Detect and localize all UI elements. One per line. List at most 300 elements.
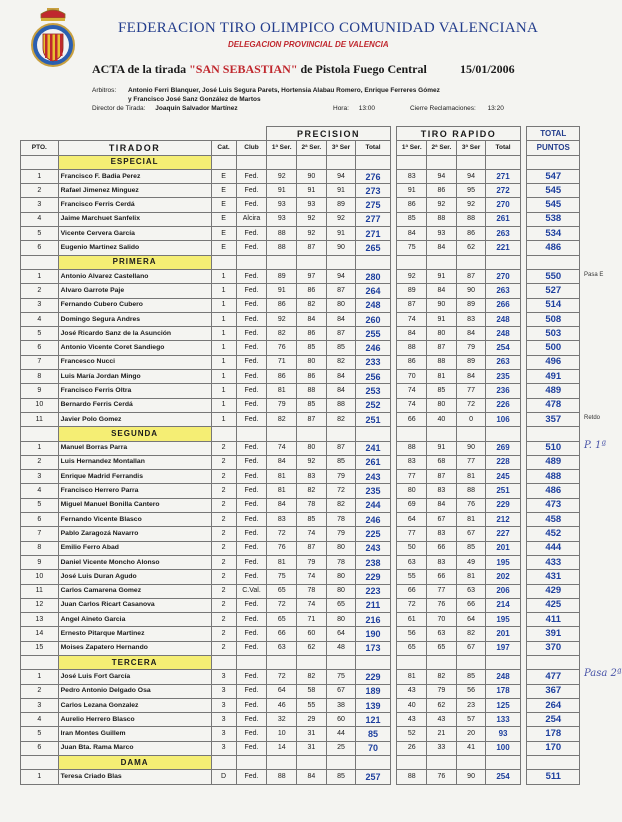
precision-total: 273 bbox=[356, 184, 390, 198]
rank-cell: 9 bbox=[21, 384, 59, 398]
rapid-series-1: 92 bbox=[397, 269, 427, 283]
precision-series-1: 93 bbox=[267, 198, 297, 212]
precision-series-2: 84 bbox=[297, 312, 327, 326]
category-cell: 1 bbox=[211, 355, 236, 369]
rapid-total: 212 bbox=[486, 513, 520, 527]
club-cell: Fed. bbox=[236, 770, 267, 784]
category-cell: 2 bbox=[211, 555, 236, 569]
precision-total: 241 bbox=[356, 441, 390, 455]
rapid-series-3: 81 bbox=[456, 470, 486, 484]
arbitros-line2 bbox=[128, 96, 261, 103]
category-cell: 2 bbox=[211, 513, 236, 527]
total-points: 538 bbox=[527, 212, 580, 226]
director-label: Director de Tirada: bbox=[92, 105, 146, 112]
column-gap bbox=[390, 727, 397, 741]
rapid-series-1: 91 bbox=[397, 184, 427, 198]
category-cell: 2 bbox=[211, 613, 236, 627]
precision-series-1: 74 bbox=[267, 441, 297, 455]
column-gap bbox=[390, 698, 397, 712]
total-points: 429 bbox=[527, 584, 580, 598]
rapid-series-2: 76 bbox=[427, 770, 457, 784]
category-blank bbox=[456, 756, 486, 770]
table-row bbox=[21, 298, 580, 312]
col-s1: 1ª Ser. bbox=[267, 141, 297, 155]
column-gap bbox=[390, 455, 397, 469]
rapid-series-3: 77 bbox=[456, 384, 486, 398]
rapid-series-3: 84 bbox=[456, 327, 486, 341]
col-pto: PTO. bbox=[21, 141, 59, 155]
table-row bbox=[21, 398, 580, 412]
acta-prefix: ACTA de la tirada bbox=[92, 62, 187, 76]
category-blank bbox=[456, 427, 486, 441]
shooter-name: Moises Zapatero Hernando bbox=[58, 641, 211, 655]
column-gap bbox=[390, 198, 397, 212]
column-gap bbox=[390, 684, 397, 698]
category-blank bbox=[211, 255, 236, 269]
rapid-series-2: 84 bbox=[427, 284, 457, 298]
table-row bbox=[21, 184, 580, 198]
precision-series-3: 91 bbox=[326, 227, 356, 241]
federation-title: FEDERACION TIRO OLIMPICO COMUNIDAD VALENCIANA bbox=[118, 20, 539, 36]
precision-series-2: 83 bbox=[297, 470, 327, 484]
rapid-series-1: 88 bbox=[397, 770, 427, 784]
precision-total: 243 bbox=[356, 470, 390, 484]
rapid-series-3: 0 bbox=[456, 412, 486, 426]
total-points: 496 bbox=[527, 355, 580, 369]
column-gap bbox=[520, 470, 527, 484]
category-blank bbox=[211, 155, 236, 169]
category-cell: 2 bbox=[211, 627, 236, 641]
column-gap bbox=[390, 641, 397, 655]
precision-series-2: 85 bbox=[297, 398, 327, 412]
rank-cell: 4 bbox=[21, 312, 59, 326]
rapid-series-2: 66 bbox=[427, 570, 457, 584]
rank-cell: 12 bbox=[21, 598, 59, 612]
rapid-series-1: 77 bbox=[397, 470, 427, 484]
column-gap bbox=[390, 184, 397, 198]
category-cell: 1 bbox=[211, 384, 236, 398]
column-gap bbox=[520, 155, 527, 169]
category-label: TERCERA bbox=[58, 655, 211, 669]
club-cell: Fed. bbox=[236, 398, 267, 412]
rapid-series-2: 88 bbox=[427, 212, 457, 226]
category-blank bbox=[397, 655, 427, 669]
rank-cell: 11 bbox=[21, 584, 59, 598]
column-gap bbox=[390, 527, 397, 541]
rapid-series-1: 43 bbox=[397, 684, 427, 698]
hora-label: Hora: bbox=[333, 105, 349, 112]
column-gap bbox=[390, 355, 397, 369]
rapid-series-3: 64 bbox=[456, 613, 486, 627]
precision-series-3: 92 bbox=[326, 212, 356, 226]
category-blank bbox=[297, 756, 327, 770]
precision-series-2: 29 bbox=[297, 713, 327, 727]
rapid-series-3: 20 bbox=[456, 727, 486, 741]
category-cell: 1 bbox=[211, 269, 236, 283]
category-cell: 3 bbox=[211, 741, 236, 755]
club-cell: Fed. bbox=[236, 227, 267, 241]
rank-cell: 8 bbox=[21, 541, 59, 555]
rapid-series-1: 40 bbox=[397, 698, 427, 712]
precision-series-1: 81 bbox=[267, 470, 297, 484]
rapid-series-3: 72 bbox=[456, 398, 486, 412]
category-blank bbox=[486, 655, 520, 669]
total-points: 411 bbox=[527, 613, 580, 627]
column-gap bbox=[520, 527, 527, 541]
precision-series-2: 80 bbox=[297, 441, 327, 455]
column-gap bbox=[520, 198, 527, 212]
rapid-total: 195 bbox=[486, 555, 520, 569]
category-cell: 2 bbox=[211, 641, 236, 655]
column-gap bbox=[390, 298, 397, 312]
column-gap bbox=[520, 584, 527, 598]
shooter-name: José Luis Duran Agudo bbox=[58, 570, 211, 584]
director-name: Joaquín Salvador Martínez bbox=[155, 105, 238, 112]
total-points: 527 bbox=[527, 284, 580, 298]
rapid-series-3: 83 bbox=[456, 312, 486, 326]
rank-cell: 4 bbox=[21, 713, 59, 727]
rank-cell: 14 bbox=[21, 627, 59, 641]
rapid-series-3: 90 bbox=[456, 770, 486, 784]
table-row bbox=[21, 741, 580, 755]
total-points: 489 bbox=[527, 455, 580, 469]
precision-series-2: 91 bbox=[297, 184, 327, 198]
table-row bbox=[21, 169, 580, 183]
col-tirador: TIRADOR bbox=[58, 141, 211, 155]
rank-cell: 1 bbox=[21, 169, 59, 183]
total-points: 545 bbox=[527, 198, 580, 212]
rapid-series-1: 85 bbox=[397, 212, 427, 226]
club-cell: Fed. bbox=[236, 241, 267, 255]
precision-series-2: 79 bbox=[297, 555, 327, 569]
precision-series-3: 78 bbox=[326, 513, 356, 527]
club-cell: Fed. bbox=[236, 355, 267, 369]
category-blank bbox=[326, 655, 356, 669]
column-gap bbox=[520, 455, 527, 469]
total-header-1: TOTAL bbox=[527, 127, 580, 141]
col-s2: 2ª Ser. bbox=[297, 141, 327, 155]
shooter-name: Pablo Zaragozá Navarro bbox=[58, 527, 211, 541]
rank-cell: 3 bbox=[21, 298, 59, 312]
total-points: 488 bbox=[527, 470, 580, 484]
rapid-series-3: 86 bbox=[456, 227, 486, 241]
category-blank bbox=[236, 427, 267, 441]
shooter-name: Francisco Herrero Parra bbox=[58, 484, 211, 498]
category-blank bbox=[427, 756, 457, 770]
precision-series-3: 82 bbox=[326, 355, 356, 369]
column-gap bbox=[390, 212, 397, 226]
rapid-series-2: 40 bbox=[427, 412, 457, 426]
precision-series-1: 76 bbox=[267, 341, 297, 355]
rapid-series-1: 88 bbox=[397, 441, 427, 455]
shooter-name: Manuel Borras Parra bbox=[58, 441, 211, 455]
rapid-total: 221 bbox=[486, 241, 520, 255]
category-cell: E bbox=[211, 241, 236, 255]
rapid-series-1: 64 bbox=[397, 513, 427, 527]
category-blank bbox=[297, 427, 327, 441]
precision-total: 244 bbox=[356, 498, 390, 512]
category-blank bbox=[397, 756, 427, 770]
column-gap bbox=[520, 684, 527, 698]
shooter-name: Ernesto Pitarque Martinez bbox=[58, 627, 211, 641]
category-blank bbox=[21, 155, 59, 169]
category-blank bbox=[297, 155, 327, 169]
category-blank bbox=[211, 756, 236, 770]
column-gap bbox=[390, 770, 397, 784]
precision-total: 139 bbox=[356, 698, 390, 712]
rapid-series-1: 63 bbox=[397, 555, 427, 569]
club-cell: Fed. bbox=[236, 727, 267, 741]
column-gap bbox=[520, 756, 527, 770]
rapid-total: 133 bbox=[486, 713, 520, 727]
column-gap bbox=[520, 427, 527, 441]
total-points: 170 bbox=[527, 741, 580, 755]
column-gap bbox=[390, 255, 397, 269]
category-blank bbox=[527, 756, 580, 770]
column-gap bbox=[520, 627, 527, 641]
category-blank bbox=[267, 427, 297, 441]
category-blank bbox=[456, 655, 486, 669]
column-gap bbox=[390, 370, 397, 384]
precision-total: 189 bbox=[356, 684, 390, 698]
category-blank bbox=[21, 655, 59, 669]
rank-cell: 5 bbox=[21, 327, 59, 341]
precision-series-3: 79 bbox=[326, 527, 356, 541]
rapid-series-2: 83 bbox=[427, 555, 457, 569]
precision-series-2: 71 bbox=[297, 613, 327, 627]
column-gap bbox=[520, 513, 527, 527]
total-points: 431 bbox=[527, 570, 580, 584]
precision-series-1: 84 bbox=[267, 455, 297, 469]
total-points: 178 bbox=[527, 727, 580, 741]
rapid-series-2: 91 bbox=[427, 312, 457, 326]
precision-series-3: 48 bbox=[326, 641, 356, 655]
column-gap bbox=[520, 727, 527, 741]
club-cell: Fed. bbox=[236, 684, 267, 698]
rapid-series-1: 86 bbox=[397, 355, 427, 369]
category-cell: 3 bbox=[211, 713, 236, 727]
arbitros-names-2: y Francisco José Sanz González de Martos bbox=[128, 96, 261, 103]
precision-total: 225 bbox=[356, 527, 390, 541]
club-cell: Fed. bbox=[236, 698, 267, 712]
rapid-series-2: 68 bbox=[427, 455, 457, 469]
column-gap bbox=[520, 555, 527, 569]
precision-series-3: 80 bbox=[326, 541, 356, 555]
table-row bbox=[21, 770, 580, 784]
rank-cell: 13 bbox=[21, 613, 59, 627]
col-s3: 3ª Ser bbox=[326, 141, 356, 155]
shooter-name: Fernando Vicente Blasco bbox=[58, 513, 211, 527]
category-cell: 3 bbox=[211, 684, 236, 698]
category-label: SEGUNDA bbox=[58, 427, 211, 441]
club-cell: Fed. bbox=[236, 541, 267, 555]
shooter-name: Fernando Cubero Cubero bbox=[58, 298, 211, 312]
rapid-series-2: 90 bbox=[427, 298, 457, 312]
total-points: 367 bbox=[527, 684, 580, 698]
category-cell: 2 bbox=[211, 584, 236, 598]
precision-series-2: 87 bbox=[297, 541, 327, 555]
total-points: 444 bbox=[527, 541, 580, 555]
total-points: 511 bbox=[527, 770, 580, 784]
total-points: 425 bbox=[527, 598, 580, 612]
shooter-name: Vicente Cervera García bbox=[58, 227, 211, 241]
column-gap bbox=[520, 655, 527, 669]
rapid-total: 270 bbox=[486, 269, 520, 283]
table-row bbox=[21, 598, 580, 612]
column-gap bbox=[390, 284, 397, 298]
category-blank bbox=[326, 255, 356, 269]
precision-series-1: 10 bbox=[267, 727, 297, 741]
category-blank bbox=[356, 427, 390, 441]
precision-total: 173 bbox=[356, 641, 390, 655]
rank-cell: 2 bbox=[21, 284, 59, 298]
column-gap bbox=[520, 641, 527, 655]
rapid-total: 197 bbox=[486, 641, 520, 655]
column-gap bbox=[520, 398, 527, 412]
total-points: 452 bbox=[527, 527, 580, 541]
rapid-series-3: 90 bbox=[456, 441, 486, 455]
precision-series-3: 60 bbox=[326, 713, 356, 727]
category-label: ESPECIAL bbox=[58, 155, 211, 169]
shooter-name: Antonio Alvarez Castellano bbox=[58, 269, 211, 283]
precision-series-3: 78 bbox=[326, 555, 356, 569]
rapid-series-2: 94 bbox=[427, 169, 457, 183]
column-gap bbox=[520, 613, 527, 627]
precision-series-2: 84 bbox=[297, 770, 327, 784]
table-row bbox=[21, 555, 580, 569]
rapid-total: 236 bbox=[486, 384, 520, 398]
rapid-series-2: 21 bbox=[427, 727, 457, 741]
precision-series-3: 84 bbox=[326, 370, 356, 384]
table-row bbox=[21, 384, 580, 398]
rank-cell: 2 bbox=[21, 455, 59, 469]
rapid-series-2: 88 bbox=[427, 355, 457, 369]
rank-cell: 9 bbox=[21, 555, 59, 569]
precision-series-3: 65 bbox=[326, 598, 356, 612]
table-row bbox=[21, 241, 580, 255]
precision-series-1: 81 bbox=[267, 484, 297, 498]
rapid-series-1: 75 bbox=[397, 241, 427, 255]
category-blank bbox=[356, 756, 390, 770]
precision-series-3: 80 bbox=[326, 570, 356, 584]
rapid-series-1: 84 bbox=[397, 327, 427, 341]
precision-series-1: 91 bbox=[267, 284, 297, 298]
rapid-series-2: 80 bbox=[427, 398, 457, 412]
rapid-series-3: 67 bbox=[456, 527, 486, 541]
table-row bbox=[21, 370, 580, 384]
rapid-total: 178 bbox=[486, 684, 520, 698]
shooter-name: Francisco F. Badia Perez bbox=[58, 169, 211, 183]
precision-series-2: 93 bbox=[297, 198, 327, 212]
precision-series-3: 94 bbox=[326, 269, 356, 283]
category-cell: 3 bbox=[211, 727, 236, 741]
club-cell: Fed. bbox=[236, 741, 267, 755]
rapid-series-3: 90 bbox=[456, 284, 486, 298]
club-cell: Fed. bbox=[236, 570, 267, 584]
rapid-series-3: 77 bbox=[456, 455, 486, 469]
rank-cell: 3 bbox=[21, 698, 59, 712]
precision-series-2: 92 bbox=[297, 212, 327, 226]
column-gap bbox=[520, 370, 527, 384]
column-gap bbox=[520, 670, 527, 684]
category-blank bbox=[211, 427, 236, 441]
rapid-series-3: 41 bbox=[456, 741, 486, 755]
rapid-series-3: 85 bbox=[456, 670, 486, 684]
column-gap bbox=[390, 713, 397, 727]
total-header-2: PUNTOS bbox=[527, 141, 580, 155]
rapid-series-2: 65 bbox=[427, 641, 457, 655]
precision-total: 229 bbox=[356, 570, 390, 584]
precision-series-3: 64 bbox=[326, 627, 356, 641]
rapid-series-1: 52 bbox=[397, 727, 427, 741]
total-points: 477 bbox=[527, 670, 580, 684]
total-points: 503 bbox=[527, 327, 580, 341]
column-gap bbox=[390, 384, 397, 398]
total-points: 486 bbox=[527, 241, 580, 255]
shooter-name: Alvaro Garrote Paje bbox=[58, 284, 211, 298]
category-cell: E bbox=[211, 169, 236, 183]
rapid-series-2: 82 bbox=[427, 670, 457, 684]
total-points: 486 bbox=[527, 484, 580, 498]
category-blank bbox=[236, 756, 267, 770]
federation-crest-icon bbox=[28, 8, 78, 70]
precision-series-3: 84 bbox=[326, 312, 356, 326]
column-gap bbox=[390, 756, 397, 770]
rapid-series-2: 62 bbox=[427, 698, 457, 712]
shooter-name: Luis Hernandez Montallan bbox=[58, 455, 211, 469]
rapid-series-3: 81 bbox=[456, 570, 486, 584]
rapid-series-3: 94 bbox=[456, 169, 486, 183]
total-points: 254 bbox=[527, 713, 580, 727]
category-blank bbox=[427, 427, 457, 441]
table-row bbox=[21, 584, 580, 598]
column-gap bbox=[520, 698, 527, 712]
precision-series-1: 32 bbox=[267, 713, 297, 727]
category-row bbox=[21, 255, 580, 269]
club-cell: Fed. bbox=[236, 298, 267, 312]
column-gap bbox=[520, 169, 527, 183]
rapid-series-2: 84 bbox=[427, 498, 457, 512]
club-cell: Fed. bbox=[236, 513, 267, 527]
club-cell: C.Val. bbox=[236, 584, 267, 598]
arbitros-names: Antonio Ferri Blanquer, José Luis Segura Parets, Hortensia Alabau Romero, Enrique Ferreres Gómez bbox=[128, 87, 440, 94]
acta-suffix: de Pistola Fuego Central bbox=[300, 62, 427, 76]
column-gap bbox=[520, 341, 527, 355]
table-row bbox=[21, 412, 580, 426]
rank-cell: 10 bbox=[21, 398, 59, 412]
rapid-series-3: 84 bbox=[456, 370, 486, 384]
precision-series-2: 82 bbox=[297, 670, 327, 684]
rank-cell: 4 bbox=[21, 484, 59, 498]
club-cell: Fed. bbox=[236, 498, 267, 512]
precision-series-3: 89 bbox=[326, 198, 356, 212]
precision-total: 275 bbox=[356, 198, 390, 212]
column-gap bbox=[390, 513, 397, 527]
rapid-series-2: 87 bbox=[427, 341, 457, 355]
total-points: 433 bbox=[527, 555, 580, 569]
table-row bbox=[21, 498, 580, 512]
column-gap bbox=[390, 227, 397, 241]
precision-series-3: 75 bbox=[326, 670, 356, 684]
shooter-name: Aurelio Herrero Blasco bbox=[58, 713, 211, 727]
precision-series-3: 82 bbox=[326, 412, 356, 426]
rapid-total: 202 bbox=[486, 570, 520, 584]
category-blank bbox=[356, 155, 390, 169]
rank-cell: 6 bbox=[21, 513, 59, 527]
precision-series-1: 89 bbox=[267, 269, 297, 283]
rapid-series-2: 86 bbox=[427, 184, 457, 198]
precision-total: 253 bbox=[356, 384, 390, 398]
